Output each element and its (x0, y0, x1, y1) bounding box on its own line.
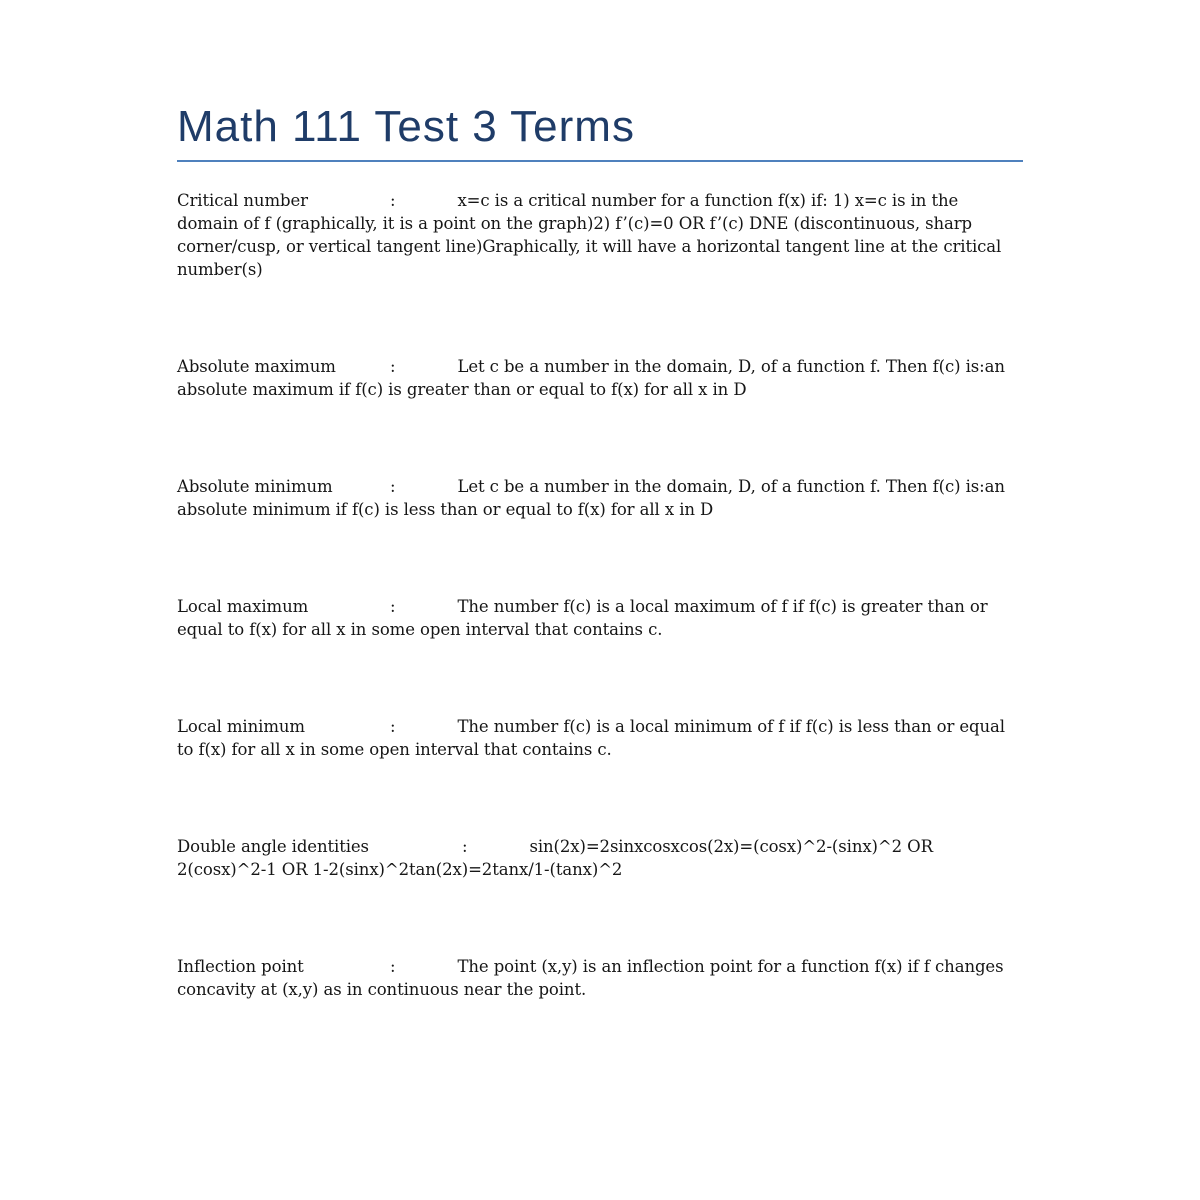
term-separator: : (390, 477, 396, 496)
term-entry-local-maximum (177, 595, 1023, 641)
term-name: Local maximum (177, 597, 309, 616)
term-separator: : (390, 357, 396, 376)
term-entry-absolute-minimum (177, 475, 1023, 521)
term-name: Double angle identities (177, 837, 369, 856)
term-definition: The number f(c) is a local minimum of f if f(c) is less than or equal to f(x) for all x in some open interval that contains c. (177, 717, 1005, 759)
term-definition: x=c is a critical number for a function f(x) if: 1) x=c is in the domain of f (graphically, it is a point on the graph)2) f’(c)=0 OR f’(c) DNE (discontinuous, sharp corner/cusp, or vertical tangent line)Graphically, it will have a horizontal tangent line at the critical number(s) (177, 191, 1002, 279)
term-entry-inflection-point (177, 955, 1023, 1001)
term-name: Absolute minimum (177, 477, 333, 496)
term-name: Critical number (177, 191, 308, 210)
term-name: Local minimum (177, 717, 305, 736)
term-list (177, 189, 1023, 1001)
term-separator: : (390, 597, 396, 616)
term-definition: Let c be a number in the domain, D, of a function f. Then f(c) is:an absolute minimum if f(c) is less than or equal to f(x) for all x in D (177, 477, 1005, 519)
term-name: Inflection point (177, 957, 304, 976)
term-entry-double-angle-identities (177, 835, 1023, 881)
term-separator: : (390, 717, 396, 736)
term-definition: The number f(c) is a local maximum of f if f(c) is greater than or equal to f(x) for all x in some open interval that contains c. (177, 597, 988, 639)
page-title: Math 111 Test 3 Terms (177, 102, 635, 151)
term-name: Absolute maximum (177, 357, 336, 376)
term-separator: : (390, 191, 396, 210)
term-definition: The point (x,y) is an inflection point for a function f(x) if f changes concavity at (x,y) as in continuous near the point. (177, 957, 1004, 999)
term-separator: : (462, 837, 468, 856)
term-entry-local-minimum (177, 715, 1023, 761)
term-entry-absolute-maximum (177, 355, 1023, 401)
title-block (177, 104, 1023, 162)
term-separator: : (390, 957, 396, 976)
term-entry-critical-number (177, 189, 1023, 281)
term-definition: sin(2x)=2sinxcosxcos(2x)=(cosx)^2-(sinx)^2 OR 2(cosx)^2-1 OR 1-2(sinx)^2tan(2x)=2tanx/1-(tanx)^2 (177, 837, 933, 879)
term-definition: Let c be a number in the domain, D, of a function f. Then f(c) is:an absolute maximum if f(c) is greater than or equal to f(x) for all x in D (177, 357, 1005, 399)
